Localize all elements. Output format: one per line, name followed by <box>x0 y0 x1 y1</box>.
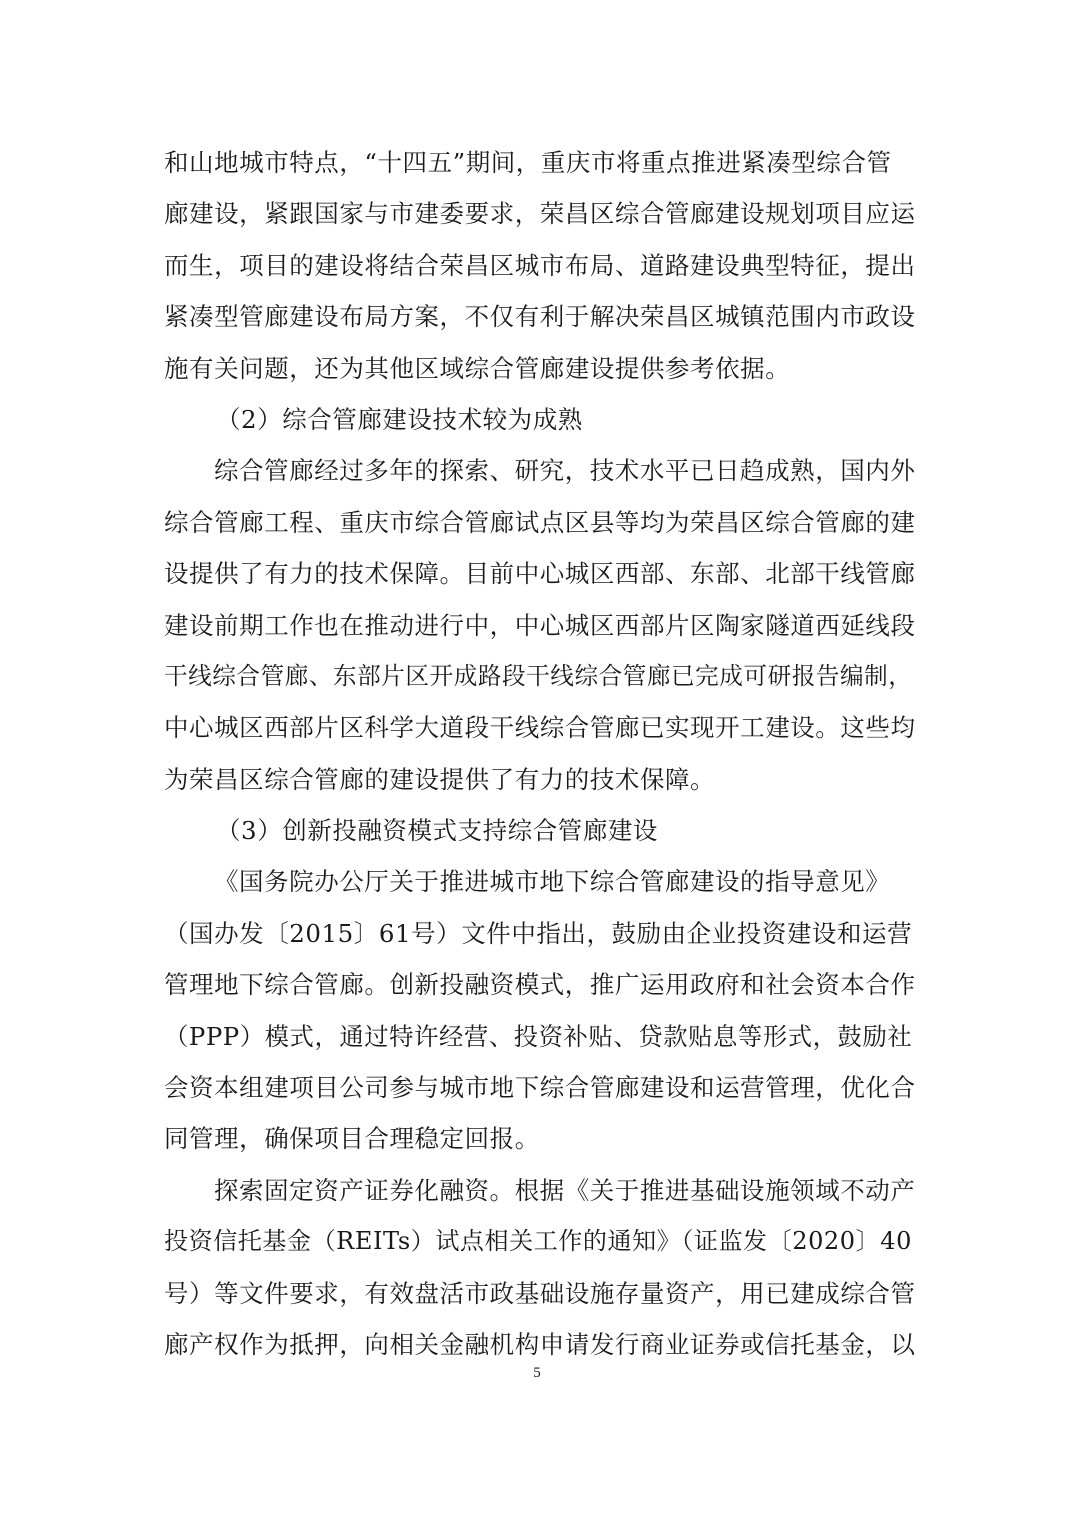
paragraph-line: 廊产权作为抵押，向相关金融机构申请发行商业证券或信托基金，以 <box>164 1329 916 1359</box>
paragraph-line: 探索固定资产证券化融资。根据《关于推进基础设施领域不动产 <box>214 1175 916 1205</box>
section-heading: （2）综合管廊建设技术较为成熟 <box>216 404 583 434</box>
paragraph-line: 号）等文件要求，有效盘活市政基础设施存量资产，用已建成综合管 <box>164 1278 916 1308</box>
paragraph-line: 紧凑型管廊建设布局方案，不仅有利于解决荣昌区城镇范围内市政设 <box>164 302 916 332</box>
paragraph-line: （PPP）模式，通过特许经营、投资补贴、贷款贴息等形式，鼓励社 <box>164 1021 913 1051</box>
paragraph-line: 施有关问题，还为其他区域综合管廊建设提供参考依据。 <box>164 353 791 383</box>
paragraph-line: 中心城区西部片区科学大道段干线综合管廊已实现开工建设。这些均 <box>164 713 916 743</box>
paragraph-line: 综合管廊工程、重庆市综合管廊试点区县等均为荣昌区综合管廊的建 <box>164 507 916 537</box>
paragraph-line: 建设前期工作也在推动进行中，中心城区西部片区陶家隧道西延线段 <box>164 610 916 640</box>
paragraph-line: （国办发〔2015〕61号）文件中指出，鼓励由企业投资建设和运营 <box>164 918 913 948</box>
document-body <box>164 137 914 1370</box>
paragraph-line: 同管理，确保项目合理稳定回报。 <box>164 1124 540 1154</box>
paragraph-line: 会资本组建项目公司参与城市地下综合管廊建设和运营管理，优化合 <box>164 1073 916 1103</box>
paragraph-line: 管理地下综合管廊。创新投融资模式，推广运用政府和社会资本合作 <box>164 970 916 1000</box>
paragraph-line: 综合管廊经过多年的探索、研究，技术水平已日趋成熟，国内外 <box>214 456 916 486</box>
paragraph-line: 干线综合管廊、东部片区开成路段干线综合管廊已完成可研报告编制， <box>164 661 913 690</box>
paragraph-line: 和山地城市特点，“十四五”期间，重庆市将重点推进紧凑型综合管 <box>164 148 892 177</box>
paragraph-line: 而生，项目的建设将结合荣昌区城市布局、道路建设典型特征，提出 <box>164 250 916 280</box>
paragraph-line: 《国务院办公厅关于推进城市地下综合管廊建设的指导意见》 <box>214 867 891 897</box>
paragraph-line: 为荣昌区综合管廊的建设提供了有力的技术保障。 <box>164 764 716 794</box>
page-number: 5 <box>533 1365 541 1381</box>
section-heading: （3）创新投融资模式支持综合管廊建设 <box>216 816 658 846</box>
paragraph-line: 投资信托基金（REITs）试点相关工作的通知》（证监发〔2020〕40 <box>164 1227 912 1256</box>
paragraph-line: 廊建设，紧跟国家与市建委要求，荣昌区综合管廊建设规划项目应运 <box>164 199 916 229</box>
paragraph-line: 设提供了有力的技术保障。目前中心城区西部、东部、北部干线管廊 <box>164 559 916 589</box>
